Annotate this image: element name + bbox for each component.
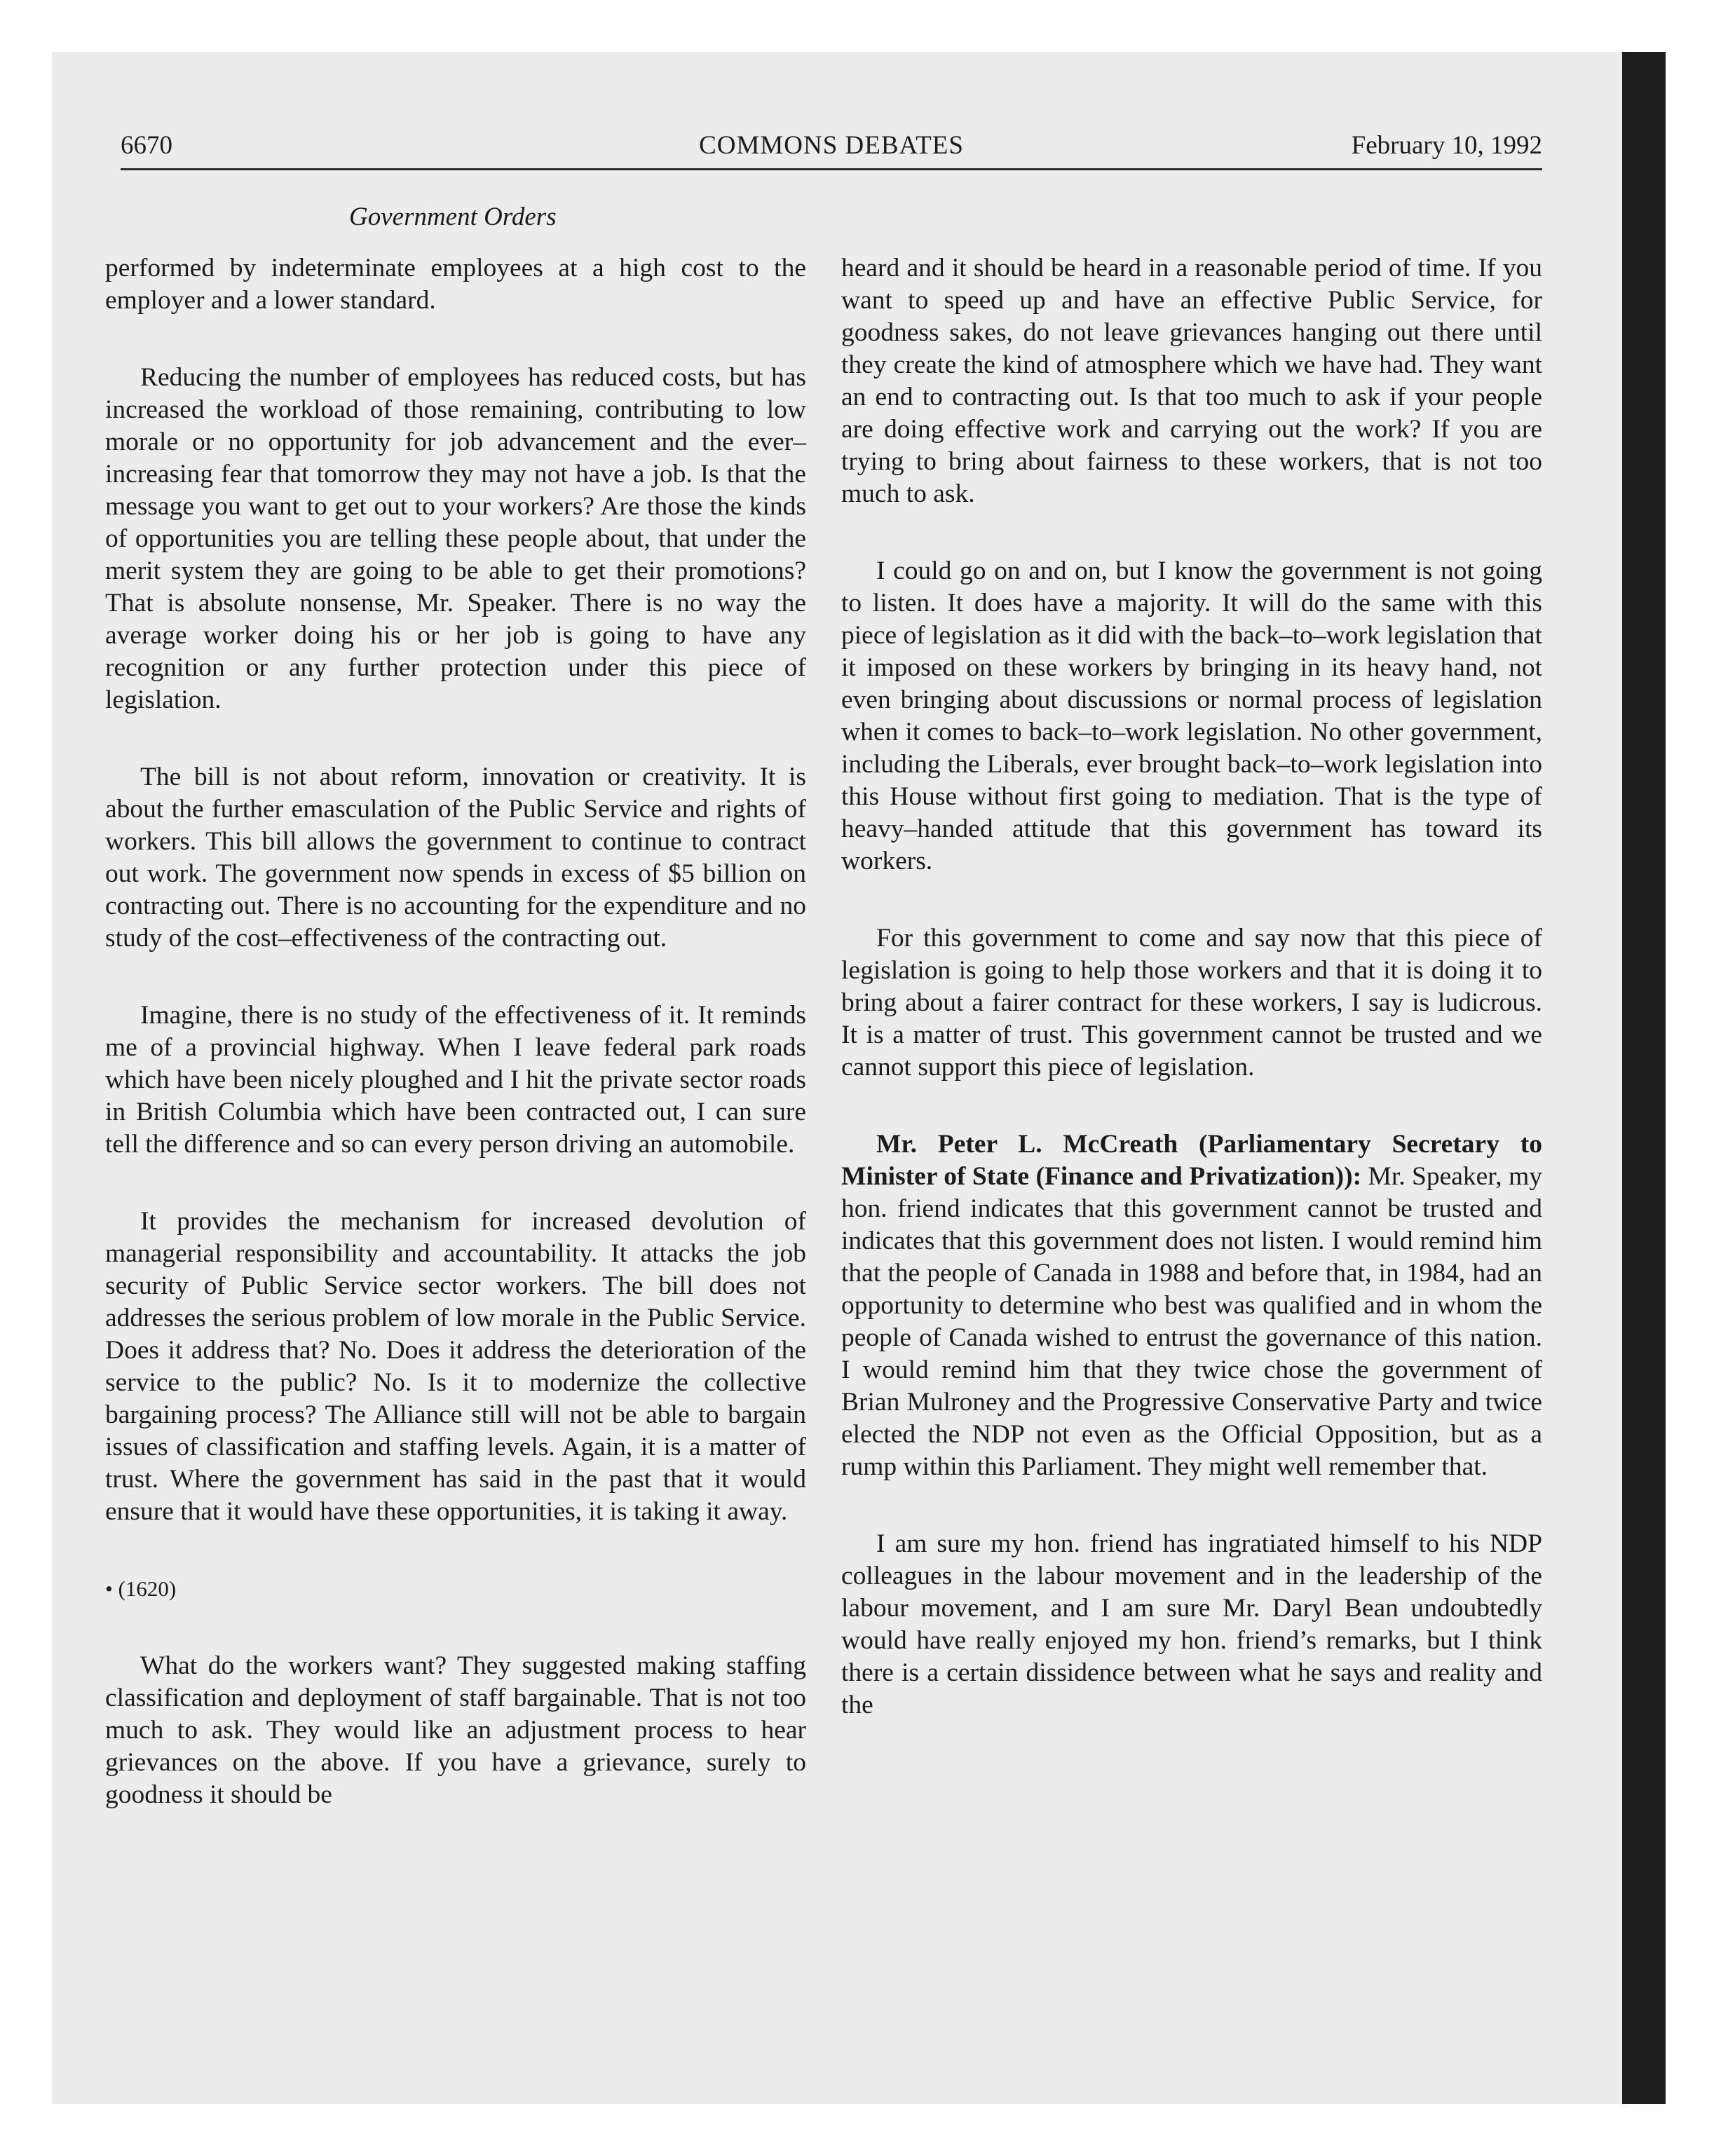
page-header: [121, 125, 1542, 167]
paragraph: I am sure my hon. friend has ingratiated himself to his NDP colleagues in the labour movement and in the leadership of the labour movement, and I am sure Mr. Daryl Bean undoubtedly would have really enjoyed my hon. friend’s remarks, but I think there is a certain dissidence between what he says and reality and the: [841, 1529, 1542, 1719]
section-heading: Government Orders: [349, 203, 557, 231]
left-column: [105, 252, 806, 1811]
paragraph: The bill is not about reform, innovation or creativity. It is about the further emasculation of the Public Service and rights of workers. This bill allows the government to continue to contract out work. The government now spends in excess of $5 billion on contracting out. There is no accounting for the expenditure and no study of the cost–effectiveness of the contracting out.: [105, 763, 806, 953]
page-number: 6670: [121, 131, 172, 160]
speech-text: Mr. Speaker, my hon. friend indicates that this government cannot be trusted and indicates that this government does not listen. I would remind him that the people of Canada in 1988 and before that, in 1984, had an opportunity to determine who best was qualified and in whom the people of Canada wished to entrust the governance of this nation. I would remind him that they twice chose the government of Brian Mulroney and the Progressive Conservative Party and twice elected the NDP not even as the Official Opposition, but as a rump within this Parliament. They might well remember that.: [841, 1162, 1542, 1481]
paragraph: For this government to come and say now that this piece of legislation is going to help those workers and that it is doing it to bring about a fairer contract for these workers, I say is ludicrous. It is a matter of trust. This government cannot be trusted and we cannot support this piece of legislation.: [841, 924, 1542, 1082]
paragraph: I could go on and on, but I know the government is not going to listen. It does have a majority. It will do the same with this piece of legislation as it did with the back–to–work legislation that it imposed on these workers by bringing in its heavy hand, not even bringing about discussions or normal process of legislation when it comes to back–to–work legislation. No other government, including the Liberals, ever brought back–to–work legislation into this House without first going to mediation. That is the type of heavy–handed attitude that this government has toward its workers.: [841, 557, 1542, 875]
timestamp: • (1620): [105, 1576, 177, 1601]
paragraph: It provides the mechanism for increased devolution of managerial responsibility and accountability. It attacks the job security of Public Service sector workers. The bill does not addresses the serious problem of low morale in the Public Service. Does it address that? No. Does it address the deterioration of the service to the public? No. Is it to modernize the collective bargaining process? The Alliance still will not be able to bargain issues of classification and staffing levels. Again, it is a matter of trust. Where the government has said in the past that it would ensure that it would have these opportunities, it is taking it away.: [105, 1207, 806, 1526]
publication-date: February 10, 1992: [1351, 131, 1542, 160]
header-rule: [121, 168, 1542, 170]
paragraph: performed by indeterminate employees at a high cost to the employer and a lower standard.: [105, 254, 806, 315]
right-column: [841, 252, 1542, 1721]
speech-paragraph: [841, 1128, 1542, 1483]
paragraph: Reducing the number of employees has reduced costs, but has increased the workload of those remaining, contributing to low morale or no opportunity for job advancement and the ever–increasing fear that tomorrow they may not have a job. Is that the message you want to get out to your workers? Are those the kinds of opportunities you are telling these people about, that under the merit system they are going to be able to get their promotions? That is absolute nonsense, Mr. Speaker. There is no way the average worker doing his or her job is going to have any recognition or any further protection under this piece of legislation.: [105, 363, 806, 714]
scan-border: [1622, 52, 1666, 2104]
paragraph: What do the workers want? They suggested making staffing classification and deployment of staff bargainable. That is not too much to ask. They would like an adjustment process to hear grievances on the above. If you have a grievance, surely to goodness it should be: [105, 1651, 806, 1809]
journal-title: COMMONS DEBATES: [699, 131, 964, 160]
speaker-name: Mr. Peter L. McCreath (Parliamentary Secretary to Minister of State (Finance and Privatization)):: [841, 1130, 1542, 1191]
paragraph: heard and it should be heard in a reasonable period of time. If you want to speed up and have an effective Public Service, for goodness sakes, do not leave grievances hanging out there until they create the kind of atmosphere which we have had. They want an end to contracting out. Is that too much to ask if your people are doing effective work and carrying out the work? If you are trying to bring about fairness to these workers, that is not too much to ask.: [841, 254, 1542, 508]
paragraph: Imagine, there is no study of the effectiveness of it. It reminds me of a provincial highway. When I leave federal park roads which have been nicely ploughed and I hit the private sector roads in British Columbia which have been contracted out, I can sure tell the difference and so can every person driving an automobile.: [105, 1001, 806, 1159]
